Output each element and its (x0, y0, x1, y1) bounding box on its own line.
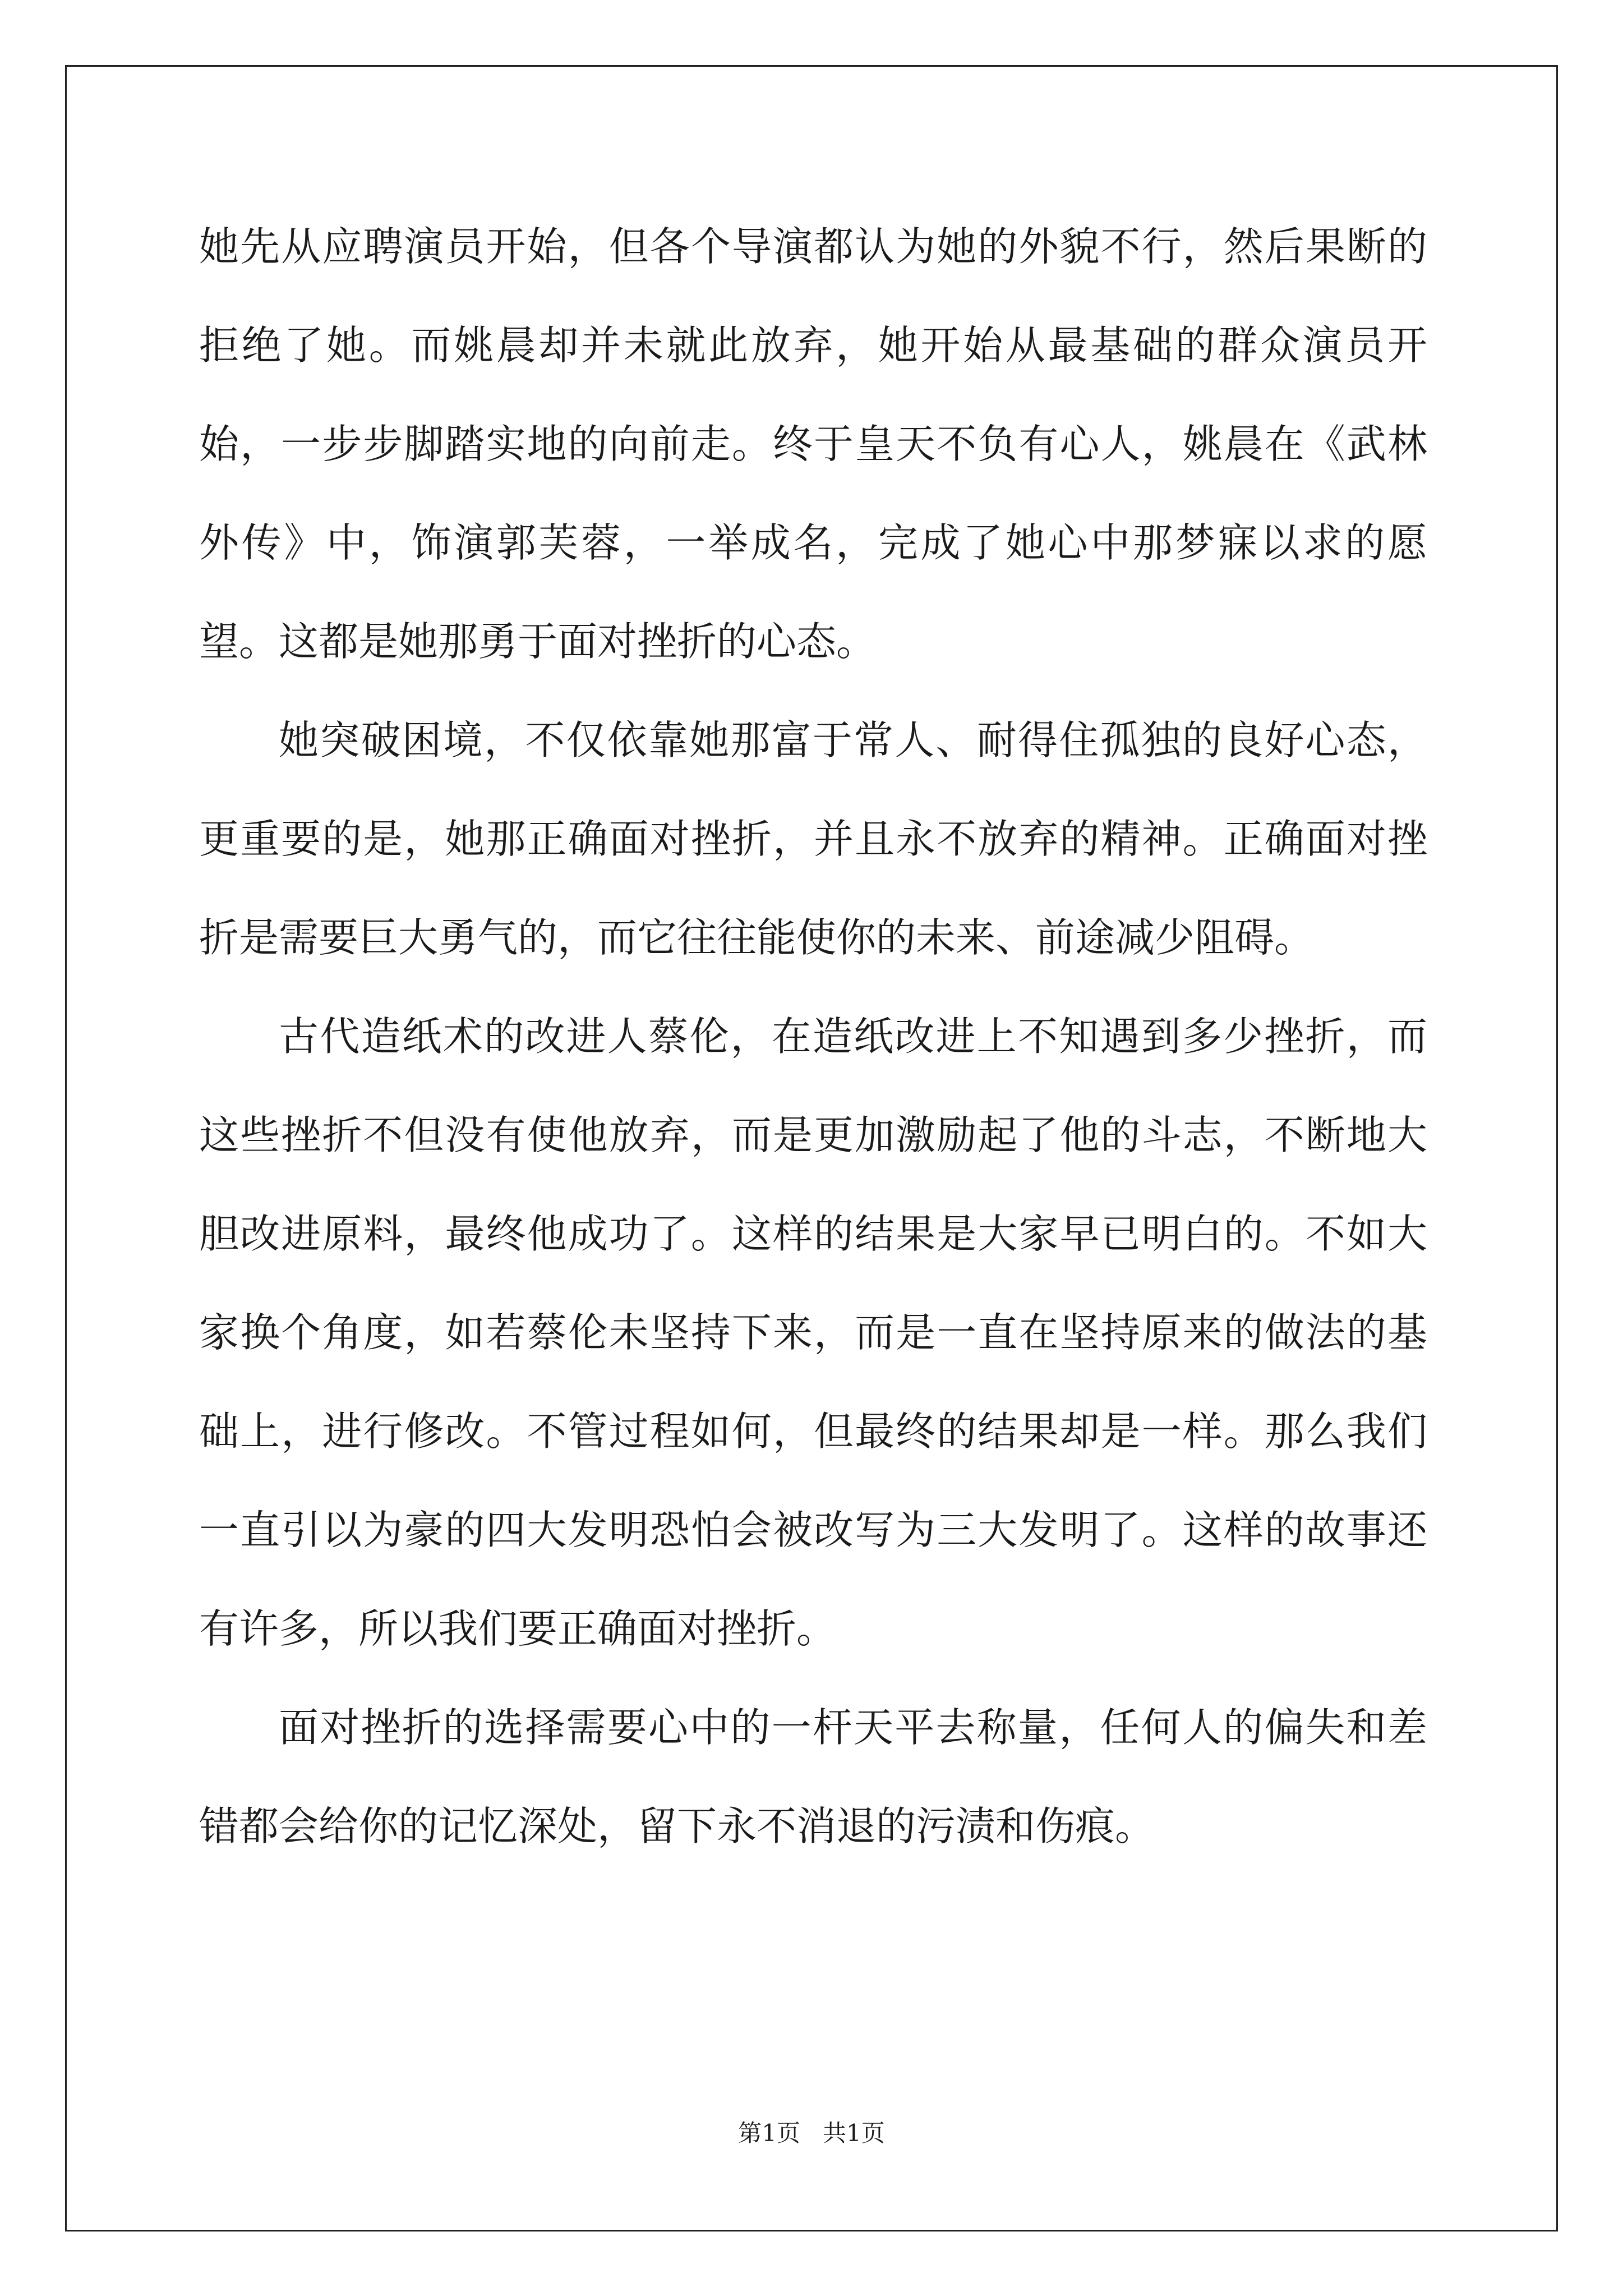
paragraph-2: 她突破困境，不仅依靠她那富于常人、耐得住孤独的良好心态，更重要的是，她那正确面对挫折，并且永不放弃的精神。正确面对挫折是需要巨大勇气的，而它往往能使你的未来、前途减少阻碍。 (199, 717, 1427, 961)
paragraph-4: 面对挫折的选择需要心中的一杆天平去称量，任何人的偏失和差错都会给你的记忆深处，留下永不消退的污渍和伤痕。 (199, 1704, 1427, 1849)
document-body (199, 197, 1427, 1876)
paragraph-3: 古代造纸术的改进人蔡伦，在造纸改进上不知遇到多少挫折，而这些挫折不但没有使他放弃，而是更加激励起了他的斗志，不断地大胆改进原料，最终他成功了。这样的结果是大家早已明白的。不如大家换个角度，如若蔡伦未坚持下来，而是一直在坚持原来的做法的基础上，进行修改。不管过程如何，但最终的结果却是一样。那么我们一直引以为豪的四大发明恐怕会被改写为三大发明了。这样的故事还有许多，所以我们要正确面对挫折。 (199, 1013, 1427, 1652)
page-number-footer: 第1页 共1页 (738, 2119, 885, 2147)
paragraph-1: 她先从应聘演员开始，但各个导演都认为她的外貌不行，然后果断的拒绝了她。而姚晨却并未就此放弃，她开始从最基础的群众演员开始，一步步脚踏实地的向前走。终于皇天不负有心人，姚晨在《武林外传》中，饰演郭芙蓉，一举成名，完成了她心中那梦寐以求的愿望。这都是她那勇于面对挫折的心态。 (199, 223, 1427, 665)
